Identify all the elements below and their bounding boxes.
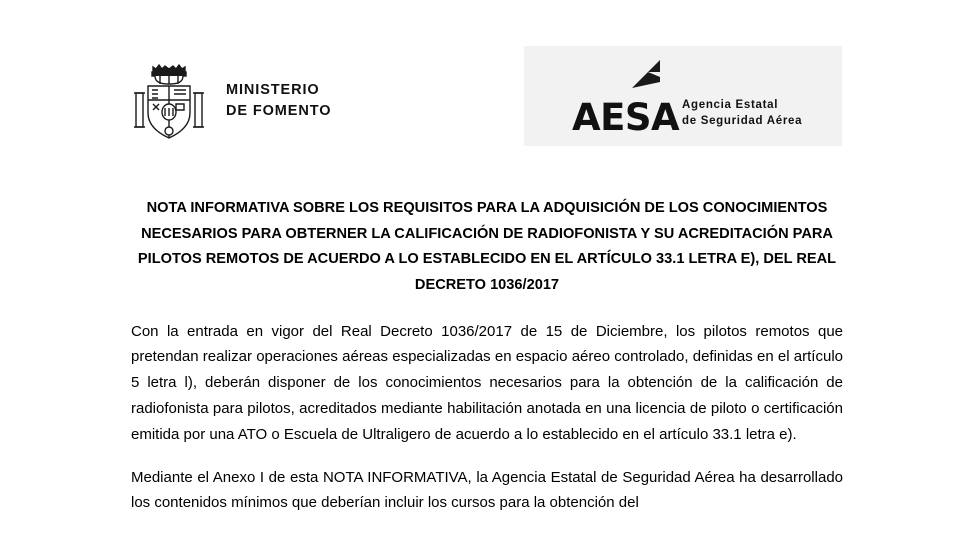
agency-logo-block (524, 46, 842, 146)
paragraph-2: Mediante el Anexo I de esta NOTA INFORMATIVA, la Agencia Estatal de Seguridad Aérea ha desarrollado los contenidos mínimos que deberían incluir los cursos para la obtención del (131, 468, 843, 512)
document-body (131, 319, 843, 517)
aesa-logo (572, 58, 680, 139)
spain-coat-of-arms-icon (130, 55, 208, 147)
document-header (0, 0, 974, 160)
ministry-name-line1: MINISTERIO (226, 81, 320, 98)
ministry-name-line2: DE FOMENTO (226, 103, 332, 119)
aesa-swoosh-icon (626, 58, 666, 92)
ministry-logo-block (130, 55, 331, 147)
agency-name (682, 97, 802, 136)
paragraph-1: Con la entrada en vigor del Real Decreto 1036/2017 de 15 de Diciembre, los pilotos remotos que pretendan realizar operaciones aéreas especializadas en espacio aéreo controlado, definidas en el artículo 5 letra l), deberán disponer de los conocimientos necesarios para la obtención de la calificación de radiofonista para pilotos, acreditados mediante habilitación anotada en una licencia de piloto o certificación emitida por una ATO o Escuela de Ultraligero de acuerdo a lo establecido en el artículo 33.1 letra e). (131, 322, 843, 443)
document-title: NOTA INFORMATIVA SOBRE LOS REQUISITOS PARA LA ADQUISICIÓN DE LOS CONOCIMIENTOS NECESARIOS PARA OBTERNER LA CALIFICACIÓN DE RADIOFONISTA Y SU ACREDITACIÓN PARA PILOTOS REMOTOS DE ACUERDO A LO ESTABLECIDO EN EL ARTÍCULO 33.1 LETRA E), DEL REAL DECRETO 1036/2017 (137, 200, 837, 294)
aesa-wordmark: AESA (572, 96, 680, 139)
agency-name-line2: de Seguridad Aérea (682, 115, 803, 128)
ministry-name (226, 80, 331, 122)
agency-name-line1: Agencia Estatal (682, 98, 779, 111)
